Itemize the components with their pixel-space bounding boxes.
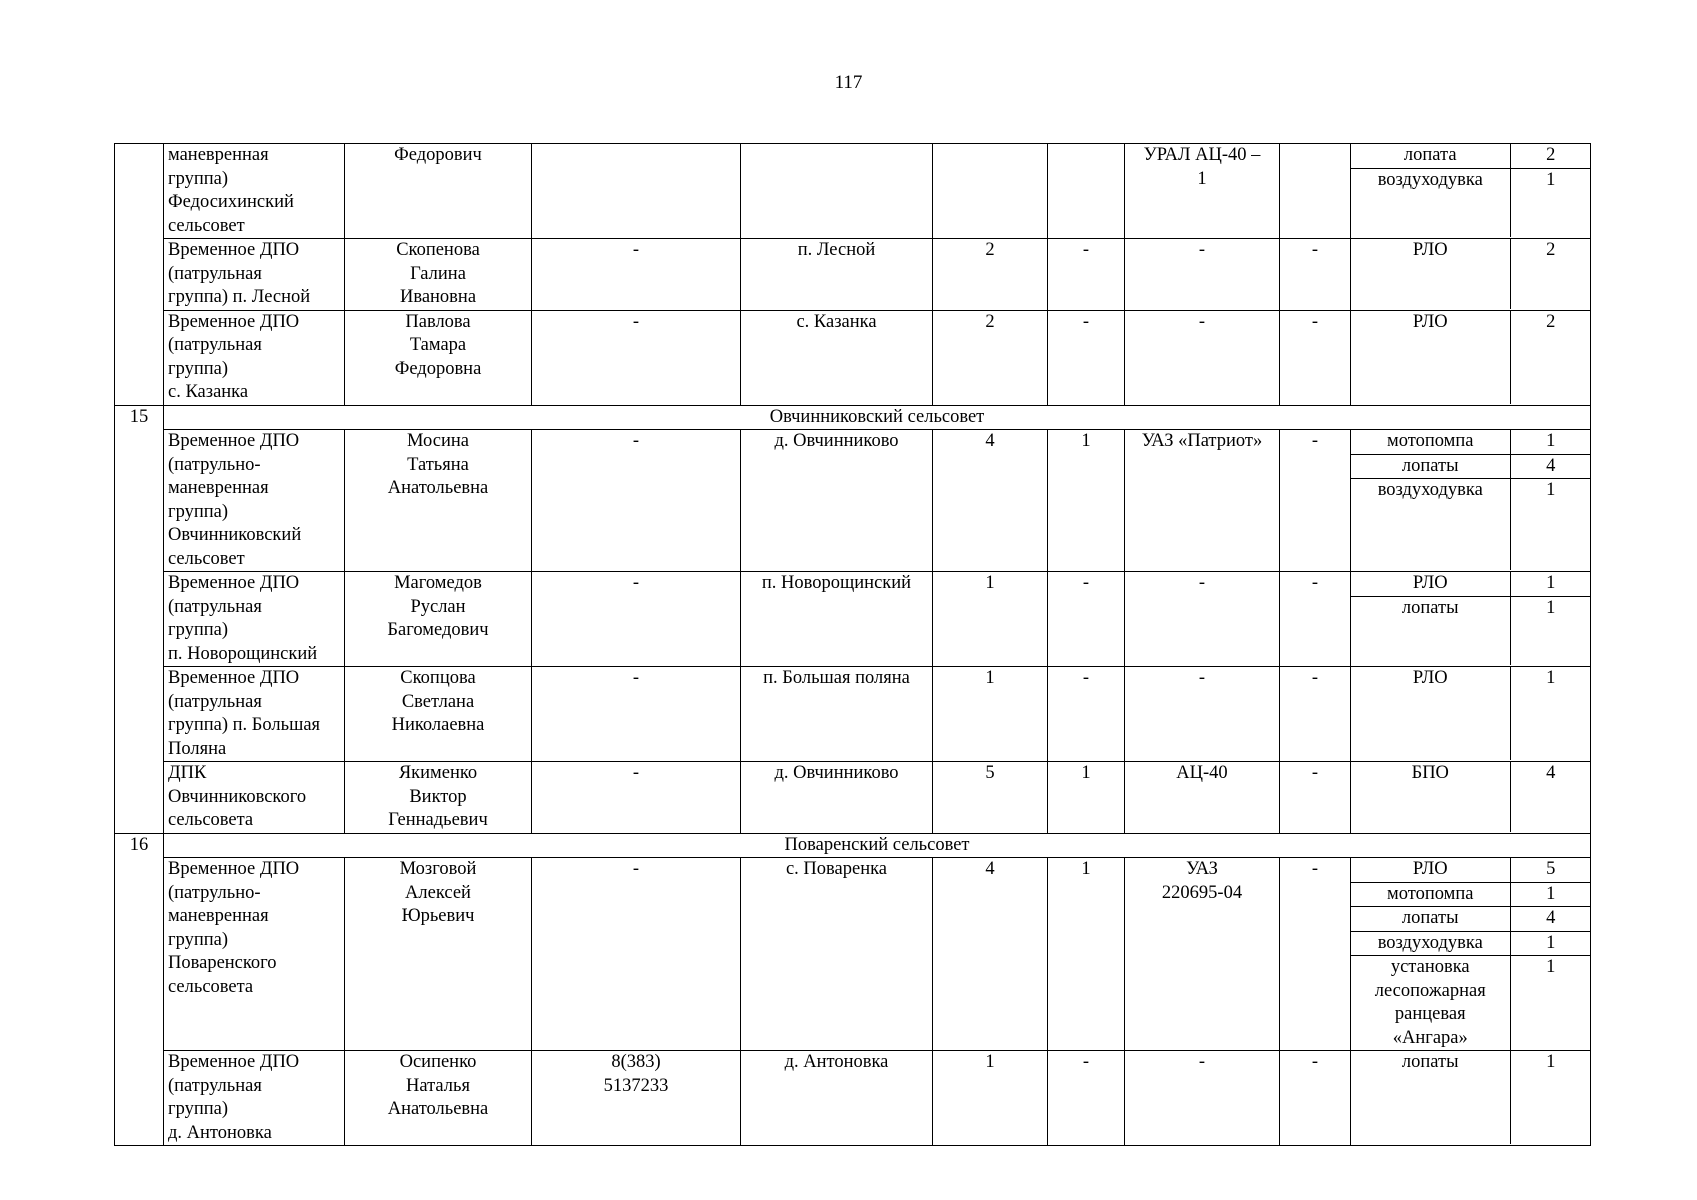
equipment-cell bbox=[1351, 144, 1591, 239]
equipment-name: мотопомпа bbox=[1351, 882, 1510, 907]
section-header-row bbox=[115, 405, 1591, 430]
table-body bbox=[115, 144, 1591, 1146]
equipment-quantity: 4 bbox=[1510, 454, 1591, 479]
equipment-list bbox=[1351, 311, 1591, 404]
head-name-cell: Магомедов Руслан Багомедович bbox=[345, 572, 532, 667]
equipment-name: РЛО bbox=[1351, 572, 1510, 596]
equipment-quantity: 1 bbox=[1510, 667, 1591, 760]
phone-cell: - bbox=[532, 239, 741, 311]
head-name-cell: Мозговой Алексей Юрьевич bbox=[345, 858, 532, 1051]
section-number: 16 bbox=[115, 833, 164, 1146]
equipment-list bbox=[1351, 144, 1591, 237]
vehicle-count-cell: 1 bbox=[1048, 762, 1125, 834]
vehicle-count-cell bbox=[1048, 144, 1125, 239]
other-equipment-cell: - bbox=[1280, 858, 1351, 1051]
equipment-quantity: 1 bbox=[1510, 882, 1591, 907]
location-cell: п. Новорощинский bbox=[741, 572, 933, 667]
phone-cell: - bbox=[532, 430, 741, 572]
equipment-name: РЛО bbox=[1412, 668, 1448, 688]
equipment-item bbox=[1351, 762, 1591, 832]
personnel-count-cell: 5 bbox=[933, 762, 1048, 834]
personnel-count-cell bbox=[933, 144, 1048, 239]
equipment-quantity: 1 bbox=[1510, 931, 1591, 956]
organization-cell: Временное ДПО (патрульно- маневренная группа) Овчинниковский сельсовет bbox=[164, 430, 345, 572]
vehicle-type-cell: - bbox=[1125, 239, 1280, 311]
personnel-count-cell: 1 bbox=[933, 1051, 1048, 1146]
equipment-item bbox=[1351, 882, 1591, 907]
equipment-cell bbox=[1351, 310, 1591, 405]
personnel-count-cell: 1 bbox=[933, 572, 1048, 667]
equipment-item bbox=[1351, 858, 1591, 882]
phone-cell bbox=[532, 144, 741, 239]
organization-cell: Временное ДПО (патрульно- маневренная группа) Поваренского сельсовета bbox=[164, 858, 345, 1051]
location-cell: п. Большая поляна bbox=[741, 667, 933, 762]
phone-cell: - bbox=[532, 858, 741, 1051]
head-name-cell: Якименко Виктор Геннадьевич bbox=[345, 762, 532, 834]
continued-number-cell bbox=[115, 144, 164, 406]
personnel-count-cell: 1 bbox=[933, 667, 1048, 762]
equipment-quantity: 4 bbox=[1510, 907, 1591, 932]
equipment-quantity: 5 bbox=[1510, 858, 1591, 882]
vehicle-type-cell: - bbox=[1125, 1051, 1280, 1146]
equipment-item bbox=[1351, 931, 1591, 956]
page-number: 117 bbox=[834, 72, 863, 93]
equipment-quantity: 1 bbox=[1510, 430, 1591, 454]
equipment-quantity: 1 bbox=[1510, 956, 1591, 1051]
equipment-quantity: 4 bbox=[1510, 762, 1591, 832]
other-equipment-cell: - bbox=[1280, 239, 1351, 311]
vehicle-count-cell: - bbox=[1048, 667, 1125, 762]
section-title: Овчинниковский сельсовет bbox=[164, 405, 1591, 430]
head-name-cell: Федорович bbox=[345, 144, 532, 239]
equipment-item bbox=[1351, 311, 1591, 404]
vehicle-count-cell: 1 bbox=[1048, 858, 1125, 1051]
equipment-list bbox=[1351, 1051, 1591, 1144]
equipment-list bbox=[1351, 667, 1591, 760]
vehicle-count-cell: - bbox=[1048, 239, 1125, 311]
equipment-quantity: 2 bbox=[1510, 239, 1591, 309]
vehicle-type-cell: - bbox=[1125, 310, 1280, 405]
equipment-cell bbox=[1351, 858, 1591, 1051]
table-row bbox=[115, 762, 1591, 834]
section-header-row bbox=[115, 833, 1591, 858]
equipment-cell bbox=[1351, 667, 1591, 762]
equipment-cell bbox=[1351, 762, 1591, 834]
equipment-name: воздуходувка bbox=[1351, 931, 1510, 956]
organization-cell: ДПК Овчинниковского сельсовета bbox=[164, 762, 345, 834]
location-cell bbox=[741, 144, 933, 239]
other-equipment-cell: - bbox=[1280, 667, 1351, 762]
head-name-cell: Мосина Татьяна Анатольевна bbox=[345, 430, 532, 572]
table-row bbox=[115, 1051, 1591, 1146]
location-cell: с. Поваренка bbox=[741, 858, 933, 1051]
equipment-item bbox=[1351, 907, 1591, 932]
equipment-cell bbox=[1351, 572, 1591, 667]
vehicle-type-cell: - bbox=[1125, 667, 1280, 762]
personnel-count-cell: 4 bbox=[933, 858, 1048, 1051]
equipment-name: воздуходувка bbox=[1377, 169, 1483, 190]
equipment-name: лопаты bbox=[1401, 1052, 1459, 1072]
head-name-cell: Скопенова Галина Ивановна bbox=[345, 239, 532, 311]
phone-cell: - bbox=[532, 572, 741, 667]
head-name-cell: Павлова Тамара Федоровна bbox=[345, 310, 532, 405]
equipment-quantity: 1 bbox=[1510, 479, 1591, 571]
organization-cell: маневренная группа) Федосихинский сельсовет bbox=[164, 144, 345, 239]
equipment-quantity: 1 bbox=[1510, 168, 1591, 237]
phone-cell: - bbox=[532, 310, 741, 405]
equipment-quantity: 1 bbox=[1510, 572, 1591, 596]
equipment-name: РЛО bbox=[1412, 240, 1448, 260]
equipment-list bbox=[1351, 430, 1591, 570]
head-name-cell: Осипенко Наталья Анатольевна bbox=[345, 1051, 532, 1146]
table-row bbox=[115, 239, 1591, 311]
equipment-cell bbox=[1351, 430, 1591, 572]
equipment-name: лопата bbox=[1351, 144, 1510, 168]
equipment-item bbox=[1351, 168, 1591, 237]
equipment-item bbox=[1351, 479, 1591, 571]
vehicle-type-cell: АЦ-40 bbox=[1125, 762, 1280, 834]
equipment-name: воздуходувка bbox=[1377, 480, 1483, 500]
phone-cell: - bbox=[532, 667, 741, 762]
equipment-name: РЛО bbox=[1351, 858, 1510, 882]
vehicle-count-cell: - bbox=[1048, 310, 1125, 405]
phone-cell: - bbox=[532, 762, 741, 834]
organization-cell: Временное ДПО (патрульная группа) п. Новорощинский bbox=[164, 572, 345, 667]
table-row bbox=[115, 310, 1591, 405]
equipment-list bbox=[1351, 762, 1591, 832]
head-name-cell: Скопцова Светлана Николаевна bbox=[345, 667, 532, 762]
equipment-quantity: 1 bbox=[1510, 596, 1591, 665]
location-cell: д. Овчинниково bbox=[741, 762, 933, 834]
other-equipment-cell bbox=[1280, 144, 1351, 239]
equipment-list bbox=[1351, 572, 1591, 665]
equipment-list bbox=[1351, 858, 1591, 1050]
equipment-quantity: 2 bbox=[1510, 311, 1591, 404]
equipment-item bbox=[1351, 596, 1591, 665]
other-equipment-cell: - bbox=[1280, 430, 1351, 572]
vehicle-type-cell: УАЗ 220695-04 bbox=[1125, 858, 1280, 1051]
equipment-list bbox=[1351, 239, 1591, 309]
section-number: 15 bbox=[115, 405, 164, 833]
equipment-name: мотопомпа bbox=[1351, 430, 1510, 454]
location-cell: п. Лесной bbox=[741, 239, 933, 311]
table-row bbox=[115, 144, 1591, 239]
equipment-name: лопаты bbox=[1401, 597, 1459, 618]
personnel-count-cell: 2 bbox=[933, 239, 1048, 311]
other-equipment-cell: - bbox=[1280, 572, 1351, 667]
vehicle-type-cell: - bbox=[1125, 572, 1280, 667]
equipment-cell bbox=[1351, 1051, 1591, 1146]
equipment-item bbox=[1351, 956, 1591, 1051]
personnel-count-cell: 4 bbox=[933, 430, 1048, 572]
table-row bbox=[115, 430, 1591, 572]
equipment-item bbox=[1351, 430, 1591, 454]
organization-cell: Временное ДПО (патрульная группа) д. Антоновка bbox=[164, 1051, 345, 1146]
equipment-quantity: 2 bbox=[1510, 144, 1591, 168]
vehicle-count-cell: - bbox=[1048, 572, 1125, 667]
vehicle-count-cell: - bbox=[1048, 1051, 1125, 1146]
location-cell: д. Антоновка bbox=[741, 1051, 933, 1146]
table-row bbox=[115, 667, 1591, 762]
organization-cell: Временное ДПО (патрульная группа) п. Большая Поляна bbox=[164, 667, 345, 762]
equipment-name: РЛО bbox=[1412, 311, 1448, 332]
equipment-name: БПО bbox=[1411, 763, 1449, 783]
vehicle-type-cell: УАЗ «Патриот» bbox=[1125, 430, 1280, 572]
location-cell: д. Овчинниково bbox=[741, 430, 933, 572]
equipment-cell bbox=[1351, 239, 1591, 311]
section-title: Поваренский сельсовет bbox=[164, 833, 1591, 858]
equipment-item bbox=[1351, 144, 1591, 168]
other-equipment-cell: - bbox=[1280, 310, 1351, 405]
equipment-quantity: 1 bbox=[1510, 1051, 1591, 1144]
resources-table bbox=[114, 143, 1591, 1146]
location-cell: с. Казанка bbox=[741, 310, 933, 405]
vehicle-count-cell: 1 bbox=[1048, 430, 1125, 572]
phone-cell: 8(383) 5137233 bbox=[532, 1051, 741, 1146]
other-equipment-cell: - bbox=[1280, 1051, 1351, 1146]
equipment-name: установка лесопожарная ранцевая «Ангара» bbox=[1374, 957, 1486, 1048]
organization-cell: Временное ДПО (патрульная группа) п. Лесной bbox=[164, 239, 345, 311]
table-row bbox=[115, 572, 1591, 667]
equipment-name: лопаты bbox=[1351, 907, 1510, 932]
vehicle-type-cell: УРАЛ АЦ-40 – 1 bbox=[1125, 144, 1280, 239]
other-equipment-cell: - bbox=[1280, 762, 1351, 834]
organization-cell: Временное ДПО (патрульная группа) с. Казанка bbox=[164, 310, 345, 405]
personnel-count-cell: 2 bbox=[933, 310, 1048, 405]
equipment-item bbox=[1351, 572, 1591, 596]
equipment-item bbox=[1351, 239, 1591, 309]
equipment-item bbox=[1351, 454, 1591, 479]
equipment-item bbox=[1351, 1051, 1591, 1144]
equipment-item bbox=[1351, 667, 1591, 760]
equipment-name: лопаты bbox=[1351, 454, 1510, 479]
table-row bbox=[115, 858, 1591, 1051]
